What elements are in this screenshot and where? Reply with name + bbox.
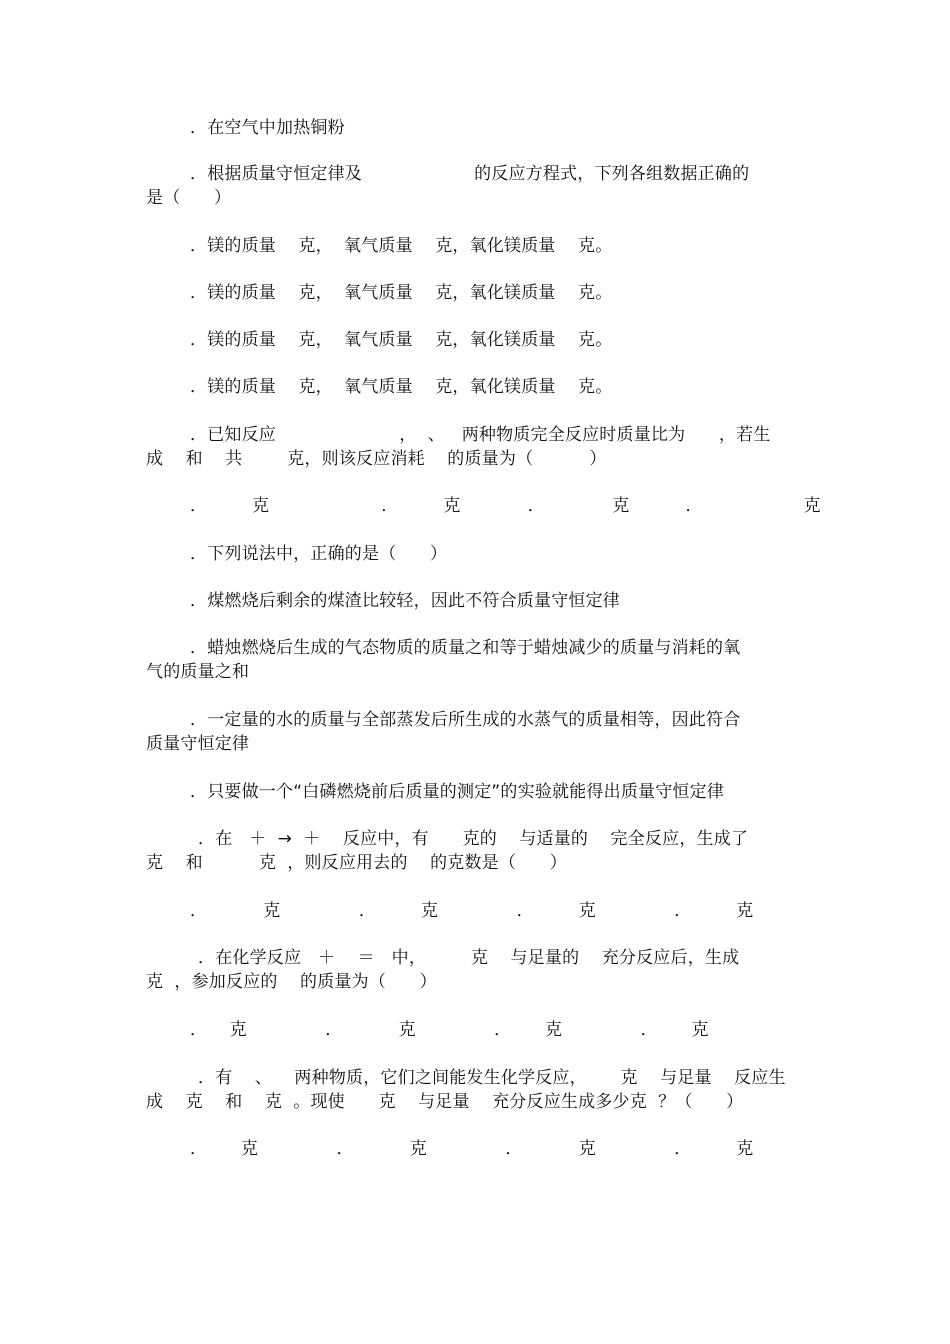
text-line-5: ．镁的质量 克， 氧气质量 克，氧化镁质量 克。 bbox=[190, 283, 613, 303]
text-line-7: ．镁的质量 克， 氧气质量 克，氧化镁质量 克。 bbox=[190, 377, 613, 397]
text-line-6: ．镁的质量 克， 氧气质量 克，氧化镁质量 克。 bbox=[190, 330, 613, 350]
text-line-8: ．已知反应 ， 、 两种物质完全反应时质量比为 ，若生 bbox=[190, 425, 771, 445]
text-line-3: 是（ ） bbox=[146, 188, 232, 208]
text-line-22: 克 ，参加反应的 的质量为（ ） bbox=[146, 972, 437, 992]
text-line-4: ．镁的质量 克， 氧气质量 克，氧化镁质量 克。 bbox=[190, 236, 613, 256]
text-line-9: 成 和 共 克，则该反应消耗 的质量为（ ） bbox=[146, 449, 607, 469]
text-line-16: 质量守恒定律 bbox=[146, 734, 250, 754]
text-line-23: ． 克 ． 克 ． 克 ． 克 bbox=[190, 1020, 709, 1040]
text-line-17: ．只要做一个“白磷燃烧前后质量的测定”的实验就能得出质量守恒定律 bbox=[190, 782, 725, 802]
text-line-13: ．蜡烛燃烧后生成的气态物质的质量之和等于蜡烛减少的质量与消耗的氧 bbox=[190, 638, 741, 658]
text-line-21: ．在化学反应 ＋ ＝ 中， 克 与足量的 充分反应后，生成 bbox=[198, 948, 740, 968]
text-line-11: ．下列说法中，正确的是（ ） bbox=[190, 544, 448, 564]
text-line-25: 成 克 和 克 。现使 克 与足量 充分反应生成多少克 ？（ ） bbox=[146, 1092, 744, 1112]
text-line-1: ．在空气中加热铜粉 bbox=[190, 118, 345, 138]
text-line-24: ．有 、 两种物质，它们之间能发生化学反应， 克 与足量 反应生 bbox=[198, 1068, 786, 1088]
text-line-2: ．根据质量守恒定律及 的反应方程式，下列各组数据正确的 bbox=[190, 164, 750, 184]
text-line-15: ．一定量的水的质量与全部蒸发后所生成的水蒸气的质量相等，因此符合 bbox=[190, 710, 741, 730]
text-line-12: ．煤燃烧后剩余的煤渣比较轻，因此不符合质量守恒定律 bbox=[190, 591, 620, 611]
text-line-19: 克 和 克 ，则反应用去的 的克数是（ ） bbox=[146, 853, 567, 873]
text-line-14: 气的质量之和 bbox=[146, 662, 250, 682]
text-line-20: ． 克 ． 克 ． 克 ． 克 bbox=[190, 901, 754, 921]
text-line-18: ．在 ＋ → ＋ 反应中，有 克的 与适量的 完全反应，生成了 bbox=[198, 829, 749, 849]
text-line-26: ． 克 ． 克 ． 克 ． 克 bbox=[190, 1139, 754, 1159]
text-line-10: ． 克 ． 克 ． 克 ． 克 bbox=[190, 496, 821, 516]
